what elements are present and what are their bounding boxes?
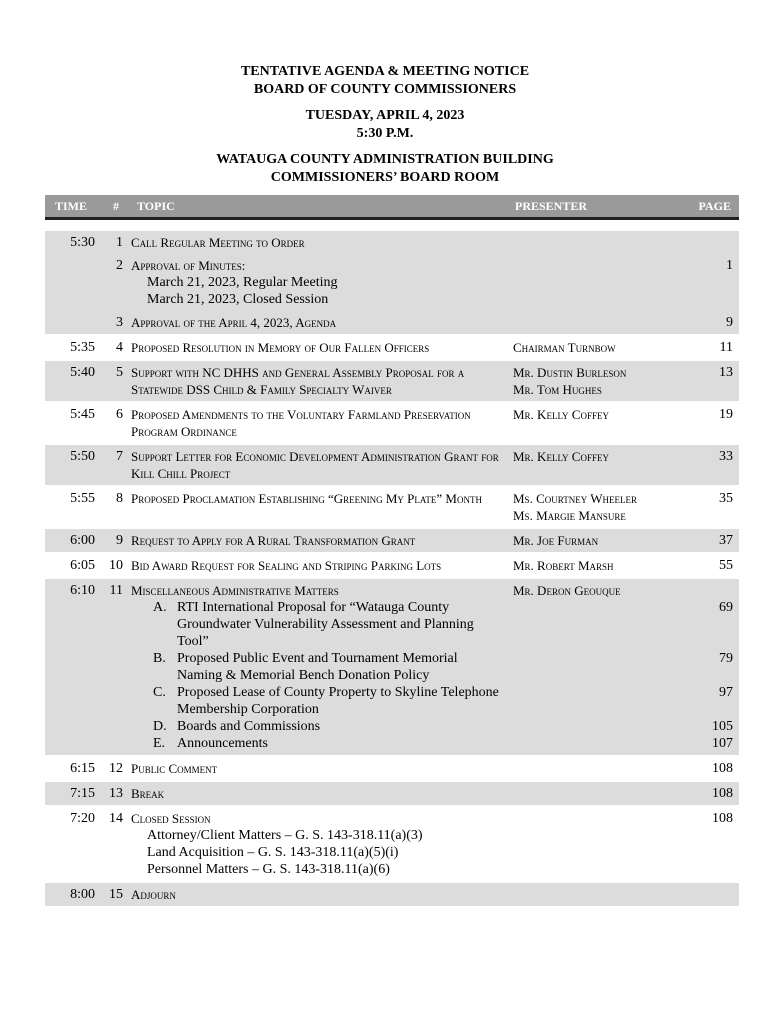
col-header-page: PAGE (683, 195, 739, 217)
row-page: 55 (683, 553, 739, 578)
agenda-row (45, 254, 739, 311)
row-presenter: Mr. Joe Furman (509, 528, 683, 553)
row-time: 6:10 (45, 578, 101, 756)
agenda-row (45, 231, 739, 254)
row-topic: Closed Session (131, 811, 211, 826)
agenda-row (45, 402, 739, 444)
meeting-building: WATAUGA COUNTY ADMINISTRATION BUILDING (216, 152, 554, 167)
agenda-row (45, 360, 739, 402)
agenda-row (45, 444, 739, 486)
row-page: 11 (683, 335, 739, 360)
list-item (131, 735, 505, 752)
row-presenter (509, 231, 683, 254)
row-topic-cell (131, 806, 509, 882)
row-page: 35 (683, 486, 739, 528)
row-time: 6:00 (45, 528, 101, 553)
row-number: 12 (101, 756, 131, 781)
col-header-number: # (101, 195, 131, 217)
table-header-row (45, 195, 739, 217)
row-time: 5:55 (45, 486, 101, 528)
item-text: Boards and Commissions (177, 719, 321, 734)
row-page: 19 (683, 402, 739, 444)
row-page (683, 882, 739, 906)
agenda-row (45, 311, 739, 335)
row-topic-cell (131, 578, 509, 756)
agenda-row (45, 553, 739, 578)
row-presenter (509, 882, 683, 906)
row-topic: Proposed Amendments to the Voluntary Farmland Preservation Program Ordinance (131, 402, 509, 444)
col-header-time: TIME (45, 195, 101, 217)
agenda-row (45, 528, 739, 553)
item-letter: E. (153, 736, 166, 751)
row-topic: Request to Apply for A Rural Transformation Grant (131, 528, 509, 553)
row-number: 11 (101, 578, 131, 756)
agenda-row (45, 781, 739, 806)
row-topic: Call Regular Meeting to Order (131, 231, 509, 254)
row-page: 37 (683, 528, 739, 553)
item-letter: C. (153, 685, 166, 700)
item-text: Proposed Public Event and Tournament Memorial Naming & Memorial Bench Donation Policy (177, 651, 458, 683)
row-topic: Bid Award Request for Sealing and Striping Parking Lots (131, 553, 509, 578)
item-text: Proposed Lease of County Property to Skyline Telephone Membership Corporation (177, 685, 499, 717)
agenda-row (45, 486, 739, 528)
row-number: 15 (101, 882, 131, 906)
row-page: 108 (683, 781, 739, 806)
agenda-header (0, 63, 770, 187)
row-topic: Approval of Minutes: (131, 258, 246, 273)
row-time: 5:30 (45, 231, 101, 254)
list-item (131, 650, 505, 684)
row-time: 6:15 (45, 756, 101, 781)
list-item (131, 684, 505, 718)
row-number: 5 (101, 360, 131, 402)
item-letter: B. (153, 651, 166, 666)
col-header-presenter: PRESENTER (509, 195, 683, 217)
row-presenter (509, 756, 683, 781)
row-time: 7:15 (45, 781, 101, 806)
meeting-room: COMMISSIONERS’ BOARD ROOM (270, 170, 500, 185)
row-time (45, 254, 101, 311)
agenda-row (45, 335, 739, 360)
row-presenter: Mr. Robert Marsh (509, 553, 683, 578)
row-subitem: March 21, 2023, Closed Session (147, 292, 329, 307)
board-name: BOARD OF COUNTY COMMISSIONERS (253, 82, 517, 97)
row-topic: Approval of the April 4, 2023, Agenda (131, 311, 509, 335)
list-item (131, 599, 505, 650)
row-presenter: Mr. Dustin Burleson (513, 365, 627, 380)
item-text: Announcements (177, 736, 268, 751)
row-topic: Public Comment (131, 756, 509, 781)
row-number: 13 (101, 781, 131, 806)
row-page: 69 (719, 600, 733, 615)
agenda-row (45, 806, 739, 882)
agenda-row (45, 578, 739, 756)
row-number: 10 (101, 553, 131, 578)
row-presenter-cell (509, 486, 683, 528)
row-time: 7:20 (45, 806, 101, 882)
row-topic: Support Letter for Economic Development Administration Grant for Kill Chill Project (131, 444, 509, 486)
agenda-table (45, 195, 739, 906)
row-presenter: Ms. Courtney Wheeler (513, 491, 637, 506)
list-item (131, 718, 505, 735)
row-page: 105 (712, 719, 733, 734)
row-page (683, 231, 739, 254)
row-number: 6 (101, 402, 131, 444)
row-topic: Proposed Proclamation Establishing “Greening My Plate” Month (131, 486, 509, 528)
row-time: 5:35 (45, 335, 101, 360)
row-topic: Miscellaneous Administrative Matters (131, 583, 339, 598)
row-time: 8:00 (45, 882, 101, 906)
row-page: 107 (712, 736, 733, 751)
item-text: RTI International Proposal for “Watauga County Groundwater Vulnerability Assessment and Planning Tool” (177, 600, 474, 649)
row-presenter: Chairman Turnbow (509, 335, 683, 360)
row-page-cell (683, 578, 739, 756)
row-topic: Break (131, 781, 509, 806)
row-presenter: Mr. Kelly Coffey (509, 402, 683, 444)
sub-item-list (131, 599, 505, 752)
agenda-row (45, 756, 739, 781)
row-presenter (509, 254, 683, 311)
row-time (45, 311, 101, 335)
item-letter: D. (153, 719, 167, 734)
row-page: 108 (683, 806, 739, 882)
row-subitem: Personnel Matters – G. S. 143-318.11(a)(6) (147, 862, 390, 877)
row-page: 108 (683, 756, 739, 781)
row-topic: Adjourn (131, 882, 509, 906)
row-presenter (509, 781, 683, 806)
row-time: 5:50 (45, 444, 101, 486)
row-number: 2 (101, 254, 131, 311)
row-presenter: Mr. Deron Geouque (509, 578, 683, 756)
row-subitem: Land Acquisition – G. S. 143-318.11(a)(5)(i) (147, 845, 399, 860)
row-page: 13 (683, 360, 739, 402)
row-presenter-cell (509, 360, 683, 402)
row-page: 79 (719, 651, 733, 666)
row-page: 33 (683, 444, 739, 486)
row-page: 1 (683, 254, 739, 311)
row-presenter: Ms. Margie Mansure (513, 508, 626, 523)
row-presenter (509, 311, 683, 335)
row-number: 4 (101, 335, 131, 360)
row-presenter (509, 806, 683, 882)
header-spacer (45, 220, 739, 231)
row-number: 1 (101, 231, 131, 254)
meeting-date: TUESDAY, APRIL 4, 2023 (305, 108, 465, 123)
row-number: 7 (101, 444, 131, 486)
agenda-row (45, 882, 739, 906)
row-page: 9 (683, 311, 739, 335)
row-topic-cell (131, 254, 509, 311)
row-number: 3 (101, 311, 131, 335)
col-header-topic: TOPIC (131, 195, 509, 217)
row-time: 5:45 (45, 402, 101, 444)
row-time: 6:05 (45, 553, 101, 578)
row-number: 8 (101, 486, 131, 528)
row-page: 97 (719, 685, 733, 700)
meeting-time: 5:30 P.M. (356, 126, 414, 141)
row-topic: Support with NC DHHS and General Assembly Proposal for a Statewide DSS Child & Family Specialty Waiver (131, 360, 509, 402)
row-subitem: Attorney/Client Matters – G. S. 143-318.11(a)(3) (147, 828, 423, 843)
row-topic: Proposed Resolution in Memory of Our Fallen Officers (131, 335, 509, 360)
row-presenter: Mr. Kelly Coffey (509, 444, 683, 486)
agenda-title: TENTATIVE AGENDA & MEETING NOTICE (240, 64, 530, 79)
row-number: 9 (101, 528, 131, 553)
row-time: 5:40 (45, 360, 101, 402)
row-subitem: March 21, 2023, Regular Meeting (147, 275, 338, 290)
row-number: 14 (101, 806, 131, 882)
row-presenter: Mr. Tom Hughes (513, 382, 602, 397)
item-letter: A. (153, 600, 167, 615)
